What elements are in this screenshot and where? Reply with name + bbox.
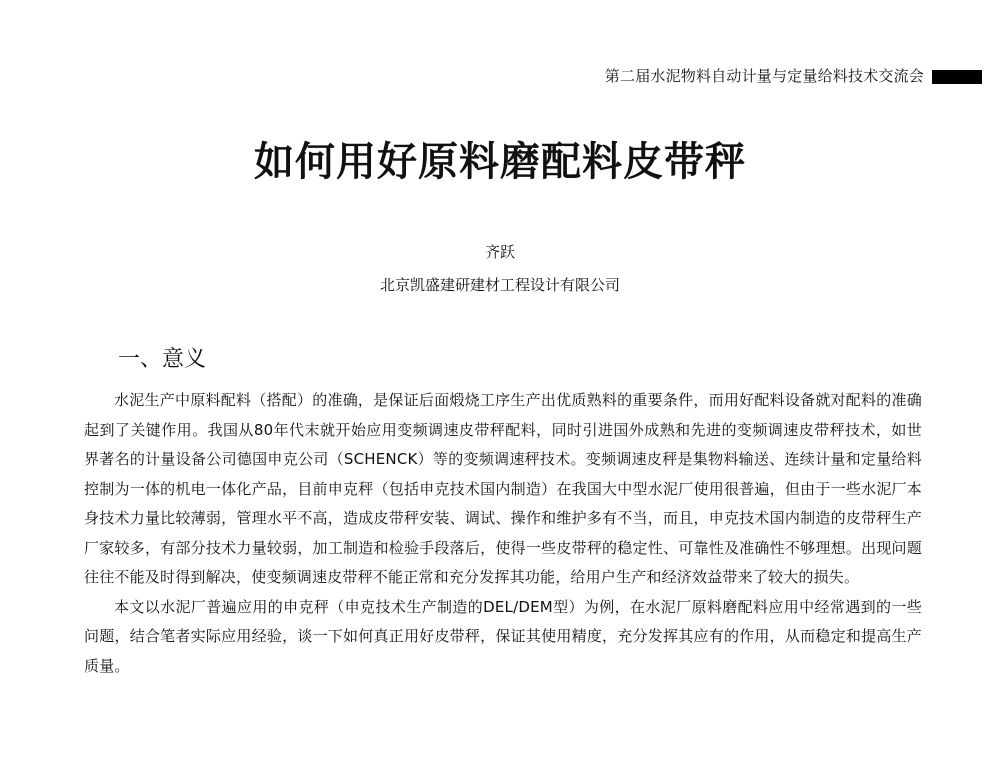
section-body (84, 386, 922, 681)
author-affiliation: 北京凯盛建研建材工程设计有限公司 (379, 276, 620, 294)
body-paragraph: 水泥生产中原料配料（搭配）的准确，是保证后面煅烧工序生产出优质熟料的重要条件，而用好配料设备就对配料的准确起到了关键作用。我国从80年代末就开始应用变频调速皮带秤配料，同时引进国外成熟和先进的变频调速皮带秤技术，如世界著名的计量设备公司德国申克公司（SCHENCK）等的变频调速秤技术。变频调速皮秤是集物料输送、连续计量和定量给料控制为一体的机电一体化产品，目前申克秤（包括申克技术国内制造）在我国大中型水泥厂使用很普遍，但由于一些水泥厂本身技术力量比较薄弱，管理水平不高，造成皮带秤安装、调试、操作和维护多有不当，而且，申克技术国内制造的皮带秤生产厂家较多，有部分技术力量较弱，加工制造和检验手段落后，使得一些皮带秤的稳定性、可靠性及准确性不够理想。出现问题往往不能及时得到解决，使变频调速皮带秤不能正常和充分发挥其功能，给用户生产和经济效益带来了较大的损失。 (84, 391, 922, 586)
section-heading: 一、意义 (118, 347, 207, 372)
running-header: 第二届水泥物料自动计量与定量给料技术交流会 (604, 67, 924, 85)
author-name: 齐跃 (484, 243, 515, 261)
paper-title: 如何用好原料磨配料皮带秤 (254, 139, 746, 185)
header-decoration-bar (932, 70, 982, 84)
body-paragraph: 本文以水泥厂普遍应用的申克秤（申克技术生产制造的DEL/DEM型）为例，在水泥厂原料磨配料应用中经常遇到的一些问题，结合笔者实际应用经验，谈一下如何真正用好皮带秤，保证其使用精度，充分发挥其应有的作用，从而稳定和提高生产质量。 (84, 597, 922, 675)
